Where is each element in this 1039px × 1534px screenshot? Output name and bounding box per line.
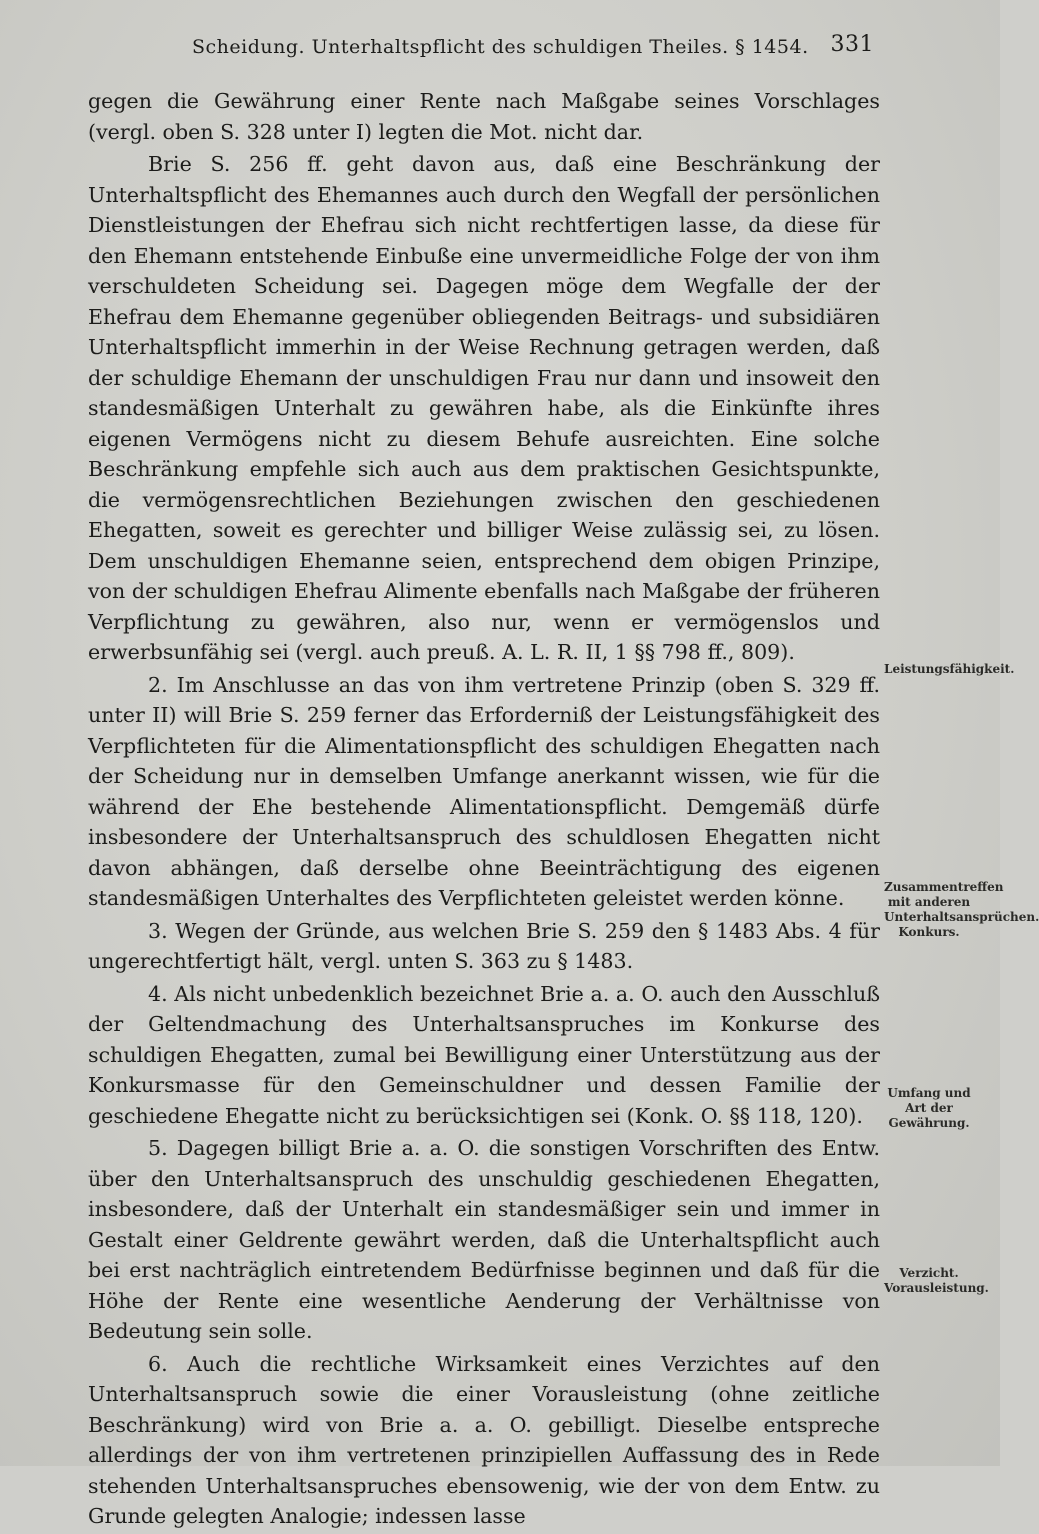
body-text — [88, 86, 880, 1534]
paragraph-4: 4. Als nicht unbedenklich bezeichnet Brie a. a. O. auch den Ausschluß der Geltendmachung des Unterhaltsanspruches im Konkurse des schuldigen Ehegatten, zumal bei Bewilligung einer Unterstützung aus der Konkursmasse für den Gemeinschuldner und dessen Familie der geschiedene Ehegatte nicht zu berücksichtigen sei (Konk. O. §§ 118, 120). — [88, 981, 880, 1128]
page-header — [80, 32, 880, 66]
margin-note-leistungsfaehigkeit: Leistungsfähigkeit. — [884, 662, 1015, 676]
running-title: Scheidung. Unterhaltspflicht des schuldigen Theiles. § 1454. — [192, 36, 809, 58]
margin-note-umfang: Umfang und Art der Gewährung. — [887, 1086, 971, 1130]
page-number: 331 — [830, 32, 874, 57]
paragraph-3: 3. Wegen der Gründe, aus welchen Brie S. 259 den § 1483 Abs. 4 für ungerechtfertigt hält, vergl. unten S. 363 zu § 1483. — [88, 918, 880, 973]
paragraph-brie: Brie S. 256 ff. geht davon aus, daß eine Beschränkung der Unterhaltspflicht des Ehemannes auch durch den Wegfall der persönlichen Dienstleistungen der Ehefrau sich nicht rechtfertigen lasse, da diese für den Ehemann entstehende Einbuße eine unvermeidliche Folge der von ihm verschuldeten Scheidung sei. Dagegen möge dem Wegfalle der der Ehefrau dem Ehemanne gegenüber obliegenden Beitrags- und subsidiären Unterhaltspflicht immerhin in der Weise Rechnung getragen werden, daß der schuldige Ehemann der unschuldigen Frau nur dann und insoweit den standesmäßigen Unterhalt zu gewähren habe, als die Einkünfte ihres eigenen Vermögens nicht zu diesem Behufe ausreichten. Eine solche Beschränkung empfehle sich auch aus dem praktischen Gesichtspunkte, die vermögensrechtlichen Beziehungen zwischen den geschiedenen Ehegatten, soweit es gerechter und billiger Weise zulässig sei, zu lösen. Dem unschuldigen Ehemanne seien, entsprechend dem obigen Prinzipe, von der schuldigen Ehefrau Alimente ebenfalls nach Maßgabe der früheren Verpflichtung zu gewähren, also nur, wenn er vermögenslos und erwerbsunfähig sei (vergl. auch preuß. A. L. R. II, 1 §§ 798 ff., 809). — [88, 152, 880, 664]
paragraph-6: 6. Auch die rechtliche Wirksamkeit eines Verzichtes auf den Unterhaltsanspruch sowie die einer Vorausleistung (ohne zeitliche Beschränkung) wird von Brie a. a. O. gebilligt. Dieselbe entspreche allerdings der von ihm vertretenen prinzipiellen Auffassung des in Rede stehenden Unterhaltsanspruches ebensowenig, wie der von dem Entw. zu Grunde gelegten Analogie; indessen lasse — [88, 1351, 880, 1528]
paragraph-continuation: gegen die Gewährung einer Rente nach Maßgabe seines Vorschlages (vergl. oben S. 328 unter I) legten die Mot. nicht dar. — [88, 89, 880, 144]
paragraph-5: 5. Dagegen billigt Brie a. a. O. die sonstigen Vorschriften des Entw. über den Unterhaltsanspruch des unschuldig geschiedenen Ehegatten, insbesondere, daß der Unterhalt ein standesmäßiger sein und immer in Gestalt einer Geldrente gewährt werden, daß die Unterhaltspflicht auch bei erst nachträglich eintretendem Bedürfnisse beginnen und daß für die Höhe der Rente eine wesentliche Aenderung der Verhältnisse von Bedeutung sein solle. — [88, 1136, 880, 1343]
margin-note-zusammentreffen: Zusammentreffen mit anderen Unterhaltsansprüchen. Konkurs. — [884, 880, 1039, 939]
paragraph-2: 2. Im Anschlusse an das von ihm vertretene Prinzip (oben S. 329 ff. unter II) will Brie S. 259 ferner das Erforderniß der Leistungsfähigkeit des Verpflichteten für die Alimentationspflicht des schuldigen Ehegatten nach der Scheidung nur in demselben Umfange anerkannt wissen, wie für die während der Ehe bestehende Alimentationspflicht. Demgemäß dürfe insbesondere der Unterhaltsanspruch des schuldlosen Ehegatten nicht davon abhängen, daß derselbe ohne Beeinträchtigung des eigenen standesmäßigen Unterhaltes des Verpflichteten geleistet werden könne. — [88, 672, 880, 910]
margin-note-verzicht: Verzicht. Vorausleistung. — [884, 1266, 989, 1295]
